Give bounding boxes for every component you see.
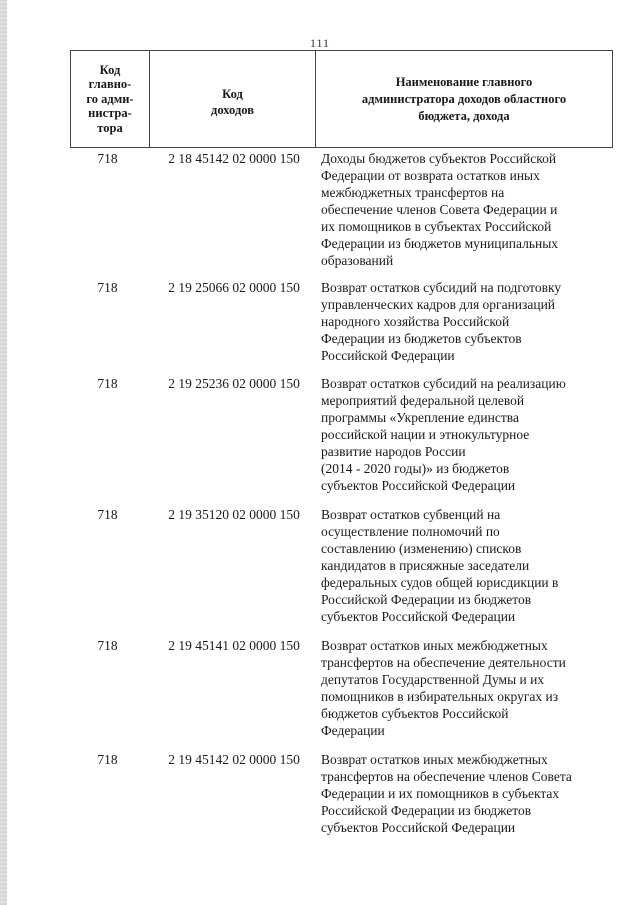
admin-code-cell: 718 <box>97 507 118 522</box>
table-row <box>70 279 613 364</box>
header-income-code: Код доходов <box>150 51 316 147</box>
income-code-cell: 2 19 45141 02 0000 150 <box>168 638 300 653</box>
income-code-cell: 2 18 45142 02 0000 150 <box>168 151 300 166</box>
header-name: Наименование главного администратора доходов областного бюджета, дохода <box>361 74 567 123</box>
scan-edge <box>0 0 7 905</box>
income-name-cell: Возврат остатков субсидий на подготовку управленческих кадров для организаций народного хозяйства Российской Федерации из бюджетов субъектов Российской Федерации <box>321 280 562 363</box>
income-code-cell: 2 19 35120 02 0000 150 <box>168 507 300 522</box>
income-name-cell: Доходы бюджетов субъектов Российской Федерации от возврата остатков иных межбюджетных трансфертов на обеспечение членов Совета Федерации и их помощников в субъектах Российской Федерации из бюджетов муниципальных образований <box>321 151 559 268</box>
income-code-cell: 2 19 25236 02 0000 150 <box>168 376 300 391</box>
table-row <box>70 751 613 836</box>
page-number: 111 <box>309 36 331 50</box>
income-name-cell: Возврат остатков субсидий на реализацию мероприятий федеральной целевой программы «Укрепление единства российской нации и этнокультурное развитие народов России (2014 - 2020 годы)» из бюджетов субъектов Российской Федерации <box>321 376 566 493</box>
table-row <box>70 506 613 625</box>
admin-code-cell: 718 <box>97 752 118 767</box>
table-body <box>70 150 613 836</box>
income-name-cell: Возврат остатков иных межбюджетных трансфертов на обеспечение деятельности депутатов Государственной Думы и их помощников в избирательных округах из бюджетов субъектов Российской Федерации <box>321 638 566 738</box>
table-row <box>70 150 613 269</box>
table-header <box>70 50 613 148</box>
header-admin-code: Код главно- го адми- нистра- тора <box>71 51 150 147</box>
table-row <box>70 375 613 494</box>
income-name-cell: Возврат остатков субвенций на осуществление полномочий по составлению (изменению) списков кандидатов в присяжные заседатели федеральных судов общей юрисдикции в Российской Федерации из бюджетов субъектов Российской Федерации <box>321 507 559 624</box>
admin-code-cell: 718 <box>97 151 118 166</box>
admin-code-cell: 718 <box>97 376 118 391</box>
admin-code-cell: 718 <box>97 280 118 295</box>
income-name-cell: Возврат остатков иных межбюджетных трансфертов на обеспечение членов Совета Федерации и их помощников в субъектах Российской Федерации из бюджетов субъектов Российской Федерации <box>321 752 572 835</box>
admin-code-cell: 718 <box>97 638 118 653</box>
income-code-cell: 2 19 45142 02 0000 150 <box>168 752 300 767</box>
table-row <box>70 637 613 739</box>
income-code-cell: 2 19 25066 02 0000 150 <box>168 280 300 295</box>
